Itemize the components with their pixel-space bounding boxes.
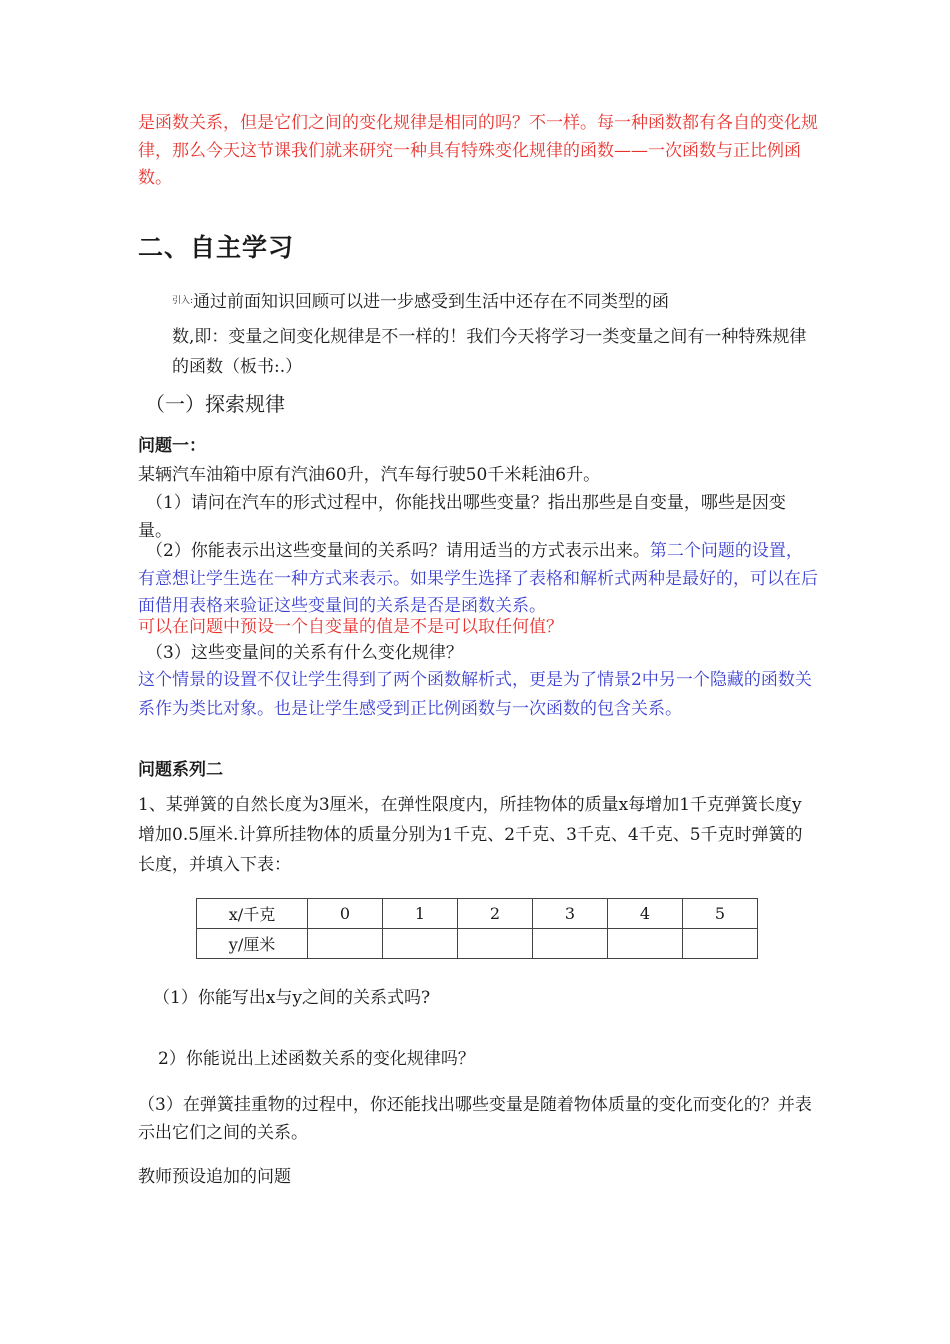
lead-tag: 引入: bbox=[172, 296, 194, 306]
q1-stem: 某辆汽车油箱中原有汽油60升，汽车每行驶50千米耗油6升。 bbox=[138, 465, 601, 485]
data-table bbox=[196, 898, 758, 959]
q2-item-3: （3）在弹簧挂重物的过程中，你还能找出哪些变量是随着物体质量的变化而变化的？并表示出它们之间的关系。 bbox=[138, 1095, 812, 1143]
intro-paragraph: 是函数关系，但是它们之间的变化规律是相同的吗？不一样。每一种函数都有各自的变化规律，那么今天这节课我们就来研究一种具有特殊变化规律的函数——一次函数与正比例函数。 bbox=[138, 113, 818, 188]
table-row-y bbox=[197, 929, 758, 959]
lead-line-1-text: 通过前面知识回顾可以进一步感受到生活中还存在不同类型的函 bbox=[193, 292, 670, 312]
q2-item-1: （1）你能写出x与y之间的关系式吗? bbox=[153, 988, 431, 1008]
table-cell-y2 bbox=[458, 929, 533, 959]
table-head-x: x/千克 bbox=[197, 899, 308, 929]
table-cell-y1 bbox=[383, 929, 458, 959]
table-cell-y5 bbox=[683, 929, 758, 959]
table-cell-y0 bbox=[308, 929, 383, 959]
table-cell-y4 bbox=[608, 929, 683, 959]
q1-title: 问题一： bbox=[138, 436, 206, 456]
q1-item-2-note: 第二个问题的设置，有意想让学生选在一种方式来表示。如果学生选择了表格和解析式两种是最好的，可以在后面借用表格来验证这些变量间的关系是否是函数关系。 bbox=[138, 541, 818, 616]
q2-title: 问题系列二 bbox=[138, 760, 223, 780]
q2-item-2: 2）你能说出上述函数关系的变化规律吗？ bbox=[158, 1049, 475, 1069]
table-cell-x0: 0 bbox=[308, 899, 383, 929]
q2-stem: 1、某弹簧的自然长度为3厘米，在弹性限度内，所挂物体的质量x每增加1千克弹簧长度y增加0.5厘米.计算所挂物体的质量分别为1千克、2千克、3千克、4千克、5千克时弹簧的长度，并填入下表： bbox=[138, 795, 803, 875]
q1-item-2-text: （2）你能表示出这些变量间的关系吗？请用适当的方式表示出来。 bbox=[146, 541, 650, 561]
section-title: 二、自主学习 bbox=[138, 233, 295, 262]
q1-item-3: （3）这些变量间的关系有什么变化规律？ bbox=[146, 643, 463, 663]
q1-blue-note: 这个情景的设置不仅让学生得到了两个函数解析式，更是为了情景2中另一个隐藏的函数关系作为类比对象。也是让学生感受到正比例函数与一次函数的包含关系。 bbox=[138, 670, 812, 719]
q1-item-1: （1）请问在汽车的形式过程中，你能找出哪些变量？指出那些是自变量，哪些是因变量。 bbox=[138, 493, 786, 541]
teacher-note: 教师预设追加的问题 bbox=[138, 1167, 291, 1187]
q1-item-2 bbox=[138, 538, 818, 621]
table-cell-x3: 3 bbox=[533, 899, 608, 929]
table-row-x bbox=[197, 899, 758, 929]
lead-paragraph: 数,即：变量之间变化规律是不一样的！我们今天将学习一类变量之间有一种特殊规律的函数（板书:.） bbox=[172, 327, 807, 377]
table-cell-x1: 1 bbox=[383, 899, 458, 929]
table-cell-x2: 2 bbox=[458, 899, 533, 929]
subsection-title: （一）探索规律 bbox=[145, 392, 285, 416]
table-head-y: y/厘米 bbox=[197, 929, 308, 959]
table-cell-x4: 4 bbox=[608, 899, 683, 929]
q1-red-note: 可以在问题中预设一个自变量的值是不是可以取任何值？ bbox=[138, 617, 563, 637]
lead-line-1 bbox=[172, 288, 822, 317]
table-cell-x5: 5 bbox=[683, 899, 758, 929]
table-cell-y3 bbox=[533, 929, 608, 959]
